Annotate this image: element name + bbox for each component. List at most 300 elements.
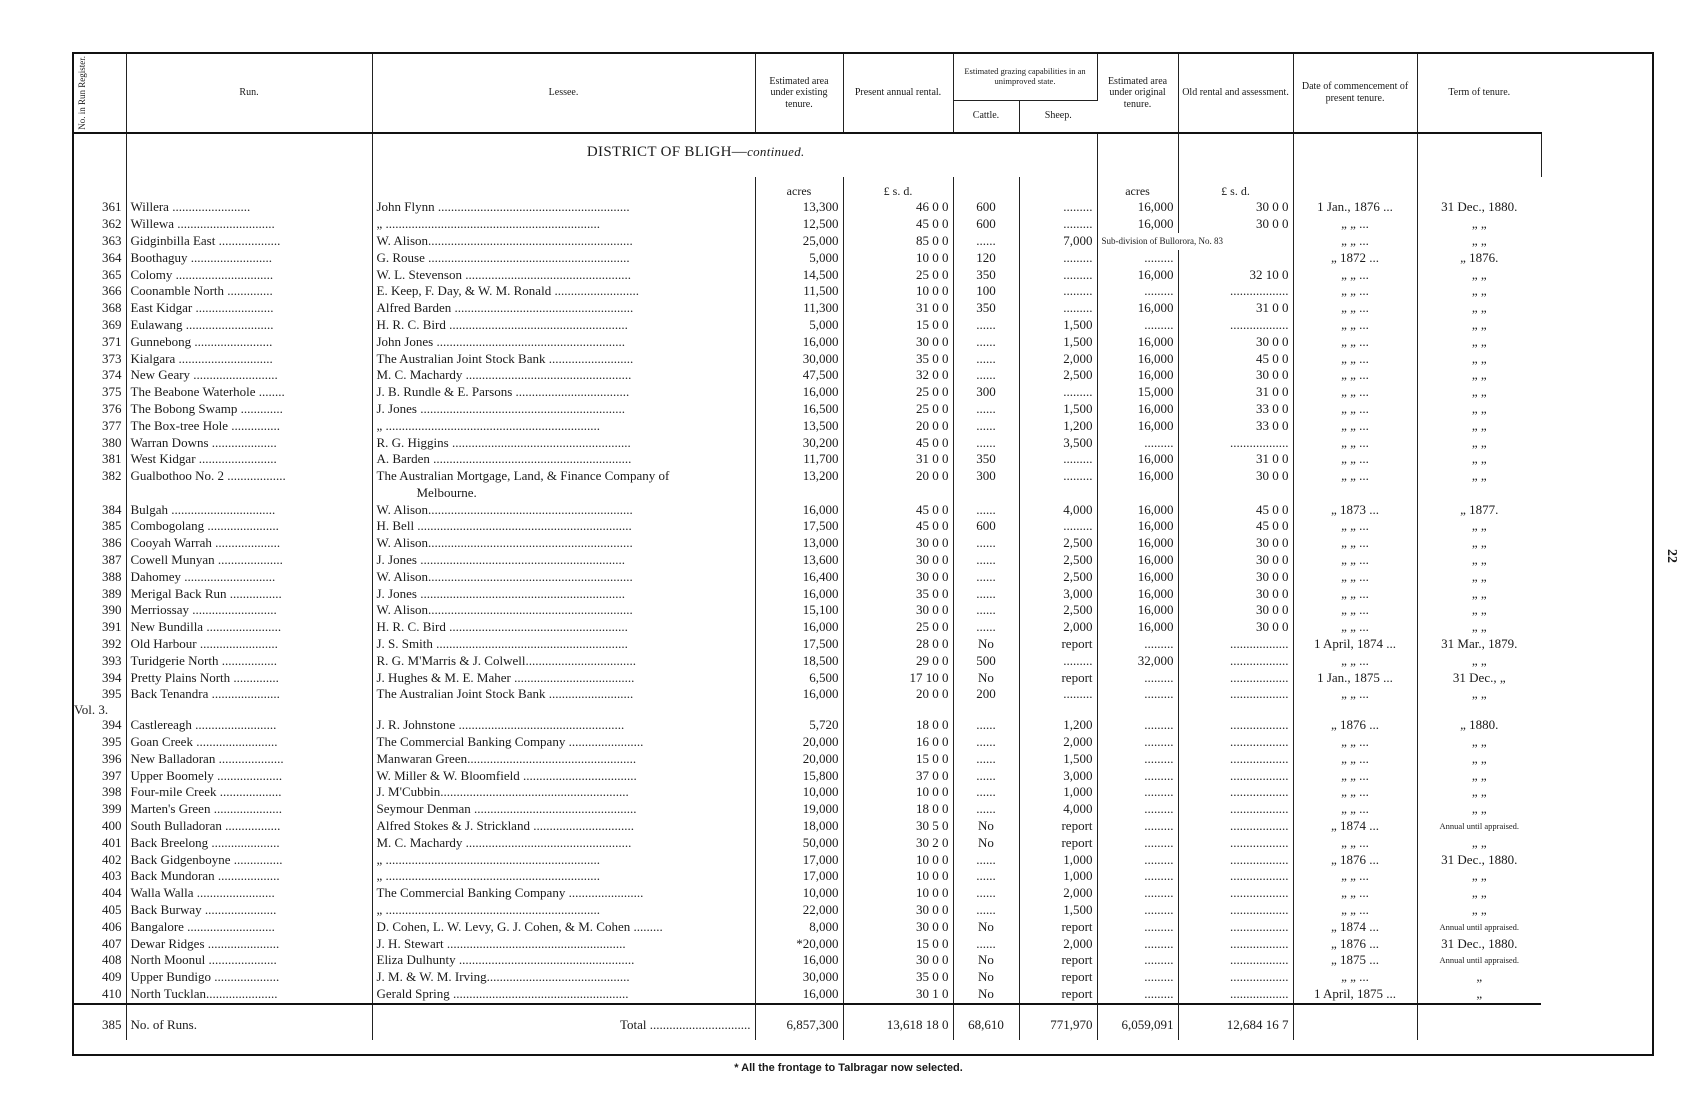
old-rental: 30 0 0 bbox=[1178, 468, 1293, 502]
orig-area: ......... bbox=[1097, 717, 1178, 734]
cattle-capacity: No bbox=[953, 919, 1019, 936]
tenure-term: „ 1876. bbox=[1460, 249, 1499, 265]
commencement-date: „ „ ... bbox=[1293, 751, 1417, 768]
page-number: 22 bbox=[1664, 549, 1679, 563]
cattle-capacity: 600 bbox=[953, 216, 1019, 233]
old-rental: 30 0 0 bbox=[1178, 334, 1293, 351]
run-number: 399 bbox=[74, 801, 126, 818]
run-number: 397 bbox=[74, 768, 126, 785]
tenure-term: 31 Dec., 1880. bbox=[1441, 199, 1518, 215]
run-number: 403 bbox=[74, 868, 126, 885]
area-existing: 17,000 bbox=[755, 868, 843, 885]
area-existing: 16,400 bbox=[755, 569, 843, 586]
run-number: 404 bbox=[74, 885, 126, 902]
old-rental: 45 0 0 bbox=[1178, 502, 1293, 519]
cattle-capacity: ...... bbox=[953, 768, 1019, 785]
commencement-date: „ „ ... bbox=[1293, 835, 1417, 852]
run-name: South Bulladoran ................. bbox=[126, 818, 372, 835]
orig-area: 16,000 bbox=[1097, 367, 1178, 384]
commencement-date: „ „ ... bbox=[1293, 317, 1417, 334]
orig-area: 16,000 bbox=[1097, 300, 1178, 317]
commencement-date: „ „ ... bbox=[1293, 801, 1417, 818]
tenure-term: Annual until appraised. bbox=[1439, 955, 1520, 966]
area-existing: 13,600 bbox=[755, 552, 843, 569]
commencement-date: „ „ ... bbox=[1293, 619, 1417, 636]
orig-area: ......... bbox=[1097, 852, 1178, 869]
tenure-term: „ „ bbox=[1471, 568, 1487, 584]
lessee-name: John Jones .......................................................... bbox=[372, 334, 755, 351]
empty-cell bbox=[1417, 1004, 1541, 1040]
orig-area: 16,000 bbox=[1097, 451, 1178, 468]
old-rental: .................. bbox=[1178, 818, 1293, 835]
empty-cell bbox=[1178, 703, 1293, 717]
table-row bbox=[74, 969, 1656, 986]
tenure-term: „ „ bbox=[1471, 784, 1487, 800]
sheep-capacity: 1,500 bbox=[1019, 401, 1097, 418]
run-name: Colomy .............................. bbox=[126, 267, 372, 284]
orig-area: ......... bbox=[1097, 801, 1178, 818]
area-existing: 10,000 bbox=[755, 885, 843, 902]
table-row bbox=[74, 835, 1656, 852]
commencement-date: 1 Jan., 1875 ... bbox=[1293, 670, 1417, 687]
area-existing: 20,000 bbox=[755, 751, 843, 768]
annual-rental: 25 0 0 bbox=[843, 267, 953, 284]
cattle-capacity: ...... bbox=[953, 351, 1019, 368]
area-existing: 19,000 bbox=[755, 801, 843, 818]
table-row bbox=[74, 686, 1656, 703]
annual-rental: 35 0 0 bbox=[843, 586, 953, 603]
old-rental: 32 10 0 bbox=[1178, 267, 1293, 284]
old-rental: 45 0 0 bbox=[1178, 518, 1293, 535]
table-row bbox=[74, 653, 1656, 670]
old-rental: 31 0 0 bbox=[1178, 451, 1293, 468]
old-rental: .................. bbox=[1178, 936, 1293, 953]
old-rental: .................. bbox=[1178, 784, 1293, 801]
orig-area: 16,000 bbox=[1097, 216, 1178, 233]
old-rental: 30 0 0 bbox=[1178, 199, 1293, 216]
run-number: 385 bbox=[74, 518, 126, 535]
cattle-capacity: ...... bbox=[953, 868, 1019, 885]
sheep-capacity: 2,000 bbox=[1019, 351, 1097, 368]
col-rental-header: Present annual rental. bbox=[843, 54, 953, 133]
table-row bbox=[74, 283, 1656, 300]
lessee-name: J. M'Cubbin.......................................................... bbox=[372, 784, 755, 801]
annual-rental: 45 0 0 bbox=[843, 518, 953, 535]
annual-rental: 28 0 0 bbox=[843, 636, 953, 653]
annual-rental: 32 0 0 bbox=[843, 367, 953, 384]
annual-rental: 10 0 0 bbox=[843, 852, 953, 869]
area-existing: 11,300 bbox=[755, 300, 843, 317]
run-number: 406 bbox=[74, 919, 126, 936]
sheep-capacity: 3,000 bbox=[1019, 586, 1097, 603]
old-rental: 30 0 0 bbox=[1178, 586, 1293, 603]
commencement-date: „ „ ... bbox=[1293, 784, 1417, 801]
area-existing: 16,000 bbox=[755, 586, 843, 603]
run-name: Back Burway ...................... bbox=[126, 902, 372, 919]
lessee-name: J. S. Smith ........................................................... bbox=[372, 636, 755, 653]
sheep-capacity: ......... bbox=[1019, 300, 1097, 317]
old-rental-unit: £ s. d. bbox=[1178, 177, 1293, 200]
tenure-term: „ „ bbox=[1471, 333, 1487, 349]
annual-rental: 45 0 0 bbox=[843, 502, 953, 519]
lessee-name: M. C. Machardy ................................................... bbox=[372, 835, 755, 852]
run-name: Back Tenandra ..................... bbox=[126, 686, 372, 703]
area-existing: 5,000 bbox=[755, 250, 843, 267]
tenure-term: „ „ bbox=[1471, 300, 1487, 316]
table-row bbox=[74, 636, 1656, 653]
sheep-capacity: 2,500 bbox=[1019, 602, 1097, 619]
sheep-capacity: 2,000 bbox=[1019, 734, 1097, 751]
run-number: 388 bbox=[74, 569, 126, 586]
cattle-capacity: ...... bbox=[953, 852, 1019, 869]
total-old-rental: 12,684 16 7 bbox=[1178, 1004, 1293, 1040]
run-number: 395 bbox=[74, 734, 126, 751]
total-rental: 13,618 18 0 bbox=[843, 1004, 953, 1040]
tenure-term: „ „ bbox=[1471, 619, 1487, 635]
orig-area: ......... bbox=[1097, 902, 1178, 919]
sheep-capacity: ......... bbox=[1019, 451, 1097, 468]
old-rental: .................. bbox=[1178, 885, 1293, 902]
commencement-date: „ „ ... bbox=[1293, 300, 1417, 317]
area-existing: 15,100 bbox=[755, 602, 843, 619]
commencement-date: „ „ ... bbox=[1293, 569, 1417, 586]
area-existing: 16,000 bbox=[755, 619, 843, 636]
lessee-name: Manwaran Green.................................................... bbox=[372, 751, 755, 768]
area-existing: 16,000 bbox=[755, 384, 843, 401]
lessee-name: R. G. Higgins ....................................................... bbox=[372, 435, 755, 452]
old-rental: .................. bbox=[1178, 636, 1293, 653]
cattle-capacity: 350 bbox=[953, 451, 1019, 468]
commencement-date: „ „ ... bbox=[1293, 552, 1417, 569]
old-rental: .................. bbox=[1178, 435, 1293, 452]
table-row bbox=[74, 936, 1656, 953]
table-row bbox=[74, 670, 1656, 687]
lessee-name: Seymour Denman .................................................. bbox=[372, 801, 755, 818]
table-row bbox=[74, 868, 1656, 885]
annual-rental: 18 0 0 bbox=[843, 717, 953, 734]
area-existing: 17,500 bbox=[755, 636, 843, 653]
area-existing: 13,500 bbox=[755, 418, 843, 435]
lessee-name: J. M. & W. M. Irving............................................ bbox=[372, 969, 755, 986]
run-name: Eulawang ........................... bbox=[126, 317, 372, 334]
cattle-capacity: ...... bbox=[953, 502, 1019, 519]
total-run-count: 385 bbox=[74, 1004, 126, 1040]
run-name: The Box-tree Hole ............... bbox=[126, 418, 372, 435]
run-number: 398 bbox=[74, 784, 126, 801]
old-rental: .................. bbox=[1178, 969, 1293, 986]
run-name: Goan Creek ......................... bbox=[126, 734, 372, 751]
register-table-frame bbox=[72, 52, 1654, 1056]
total-cattle: 68,610 bbox=[953, 1004, 1019, 1040]
run-name: Kialgara ............................. bbox=[126, 351, 372, 368]
run-number: 395 bbox=[74, 686, 126, 703]
area-existing: 10,000 bbox=[755, 784, 843, 801]
lessee-name: „ .................................................................. bbox=[372, 852, 755, 869]
cattle-capacity: ...... bbox=[953, 334, 1019, 351]
orig-area: 16,000 bbox=[1097, 586, 1178, 603]
run-name: Gualbothoo No. 2 .................. bbox=[126, 468, 372, 502]
old-rental: .................. bbox=[1178, 986, 1293, 1004]
annual-rental: 10 0 0 bbox=[843, 868, 953, 885]
run-number: 376 bbox=[74, 401, 126, 418]
table-row bbox=[74, 250, 1656, 267]
sheep-capacity: report bbox=[1019, 670, 1097, 687]
sheep-capacity: report bbox=[1019, 986, 1097, 1004]
run-number: 407 bbox=[74, 936, 126, 953]
run-name: Bangalore ........................... bbox=[126, 919, 372, 936]
table-row bbox=[74, 233, 1656, 250]
total-area: 6,857,300 bbox=[755, 1004, 843, 1040]
sheep-capacity: ......... bbox=[1019, 686, 1097, 703]
header-row bbox=[74, 54, 1656, 100]
cattle-capacity: ...... bbox=[953, 619, 1019, 636]
run-number: 394 bbox=[74, 717, 126, 734]
lessee-name: W. L. Stevenson ................................................... bbox=[372, 267, 755, 284]
run-number: 377 bbox=[74, 418, 126, 435]
run-name: The Beabone Waterhole ........ bbox=[126, 384, 372, 401]
orig-area: ......... bbox=[1097, 969, 1178, 986]
run-name: Bulgah ................................ bbox=[126, 502, 372, 519]
lessee-name: „ .................................................................. bbox=[372, 418, 755, 435]
tenure-term: „ „ bbox=[1471, 801, 1487, 817]
orig-area: ......... bbox=[1097, 734, 1178, 751]
commencement-date: „ „ ... bbox=[1293, 435, 1417, 452]
run-number: 374 bbox=[74, 367, 126, 384]
commencement-date: „ 1873 ... bbox=[1293, 502, 1417, 519]
annual-rental: 30 0 0 bbox=[843, 569, 953, 586]
run-name: North Moonul ..................... bbox=[126, 952, 372, 969]
tenure-term: „ „ bbox=[1471, 750, 1487, 766]
annual-rental: 30 0 0 bbox=[843, 535, 953, 552]
lessee-name: W. Alison............................................................... bbox=[372, 569, 755, 586]
cattle-capacity: ...... bbox=[953, 751, 1019, 768]
lessee-name: H. R. C. Bird ....................................................... bbox=[372, 619, 755, 636]
annual-rental: 25 0 0 bbox=[843, 619, 953, 636]
total-row bbox=[74, 1004, 1656, 1040]
table-row bbox=[74, 199, 1656, 216]
cattle-capacity: ...... bbox=[953, 552, 1019, 569]
col-date-header: Date of commencement of present tenure. bbox=[1293, 54, 1417, 133]
lessee-name: The Australian Joint Stock Bank .......................... bbox=[372, 351, 755, 368]
annual-rental: 30 0 0 bbox=[843, 919, 953, 936]
sheep-capacity: 2,000 bbox=[1019, 885, 1097, 902]
empty-cell bbox=[1097, 703, 1178, 717]
cattle-capacity: No bbox=[953, 835, 1019, 852]
old-rental: .................. bbox=[1178, 653, 1293, 670]
sheep-capacity: 1,500 bbox=[1019, 902, 1097, 919]
volume-marker-row bbox=[74, 703, 1656, 717]
orig-area: 16,000 bbox=[1097, 535, 1178, 552]
commencement-date: „ „ ... bbox=[1293, 768, 1417, 785]
tenure-term: „ „ bbox=[1471, 216, 1487, 232]
cattle-capacity: 600 bbox=[953, 199, 1019, 216]
sheep-capacity: ......... bbox=[1019, 468, 1097, 502]
lessee-name: A. Barden ............................................................. bbox=[372, 451, 755, 468]
lessee-name: W. Alison............................................................... bbox=[372, 535, 755, 552]
old-rental: 30 0 0 bbox=[1178, 535, 1293, 552]
old-rental: .................. bbox=[1178, 852, 1293, 869]
commencement-date: „ „ ... bbox=[1293, 468, 1417, 502]
commencement-date: „ „ ... bbox=[1293, 367, 1417, 384]
old-rental: .................. bbox=[1178, 919, 1293, 936]
run-name: Walla Walla ........................ bbox=[126, 885, 372, 902]
sheep-capacity: 2,000 bbox=[1019, 619, 1097, 636]
old-rental: .................. bbox=[1178, 734, 1293, 751]
tenure-term: „ „ bbox=[1471, 417, 1487, 433]
run-name: Merigal Back Run ................ bbox=[126, 586, 372, 603]
commencement-date: „ „ ... bbox=[1293, 401, 1417, 418]
commencement-date: „ „ ... bbox=[1293, 334, 1417, 351]
annual-rental: 10 0 0 bbox=[843, 250, 953, 267]
tenure-term: „ „ bbox=[1471, 316, 1487, 332]
run-name: Warran Downs .................... bbox=[126, 435, 372, 452]
area-existing: 5,000 bbox=[755, 317, 843, 334]
table-row bbox=[74, 401, 1656, 418]
cattle-capacity: ...... bbox=[953, 936, 1019, 953]
run-number: 380 bbox=[74, 435, 126, 452]
run-number: 396 bbox=[74, 751, 126, 768]
old-rental: .................. bbox=[1178, 768, 1293, 785]
table-row bbox=[74, 919, 1656, 936]
orig-area: 16,000 bbox=[1097, 518, 1178, 535]
cattle-capacity: 500 bbox=[953, 653, 1019, 670]
area-existing: 20,000 bbox=[755, 734, 843, 751]
sheep-capacity: report bbox=[1019, 835, 1097, 852]
annual-rental: 35 0 0 bbox=[843, 969, 953, 986]
area-existing: 17,000 bbox=[755, 852, 843, 869]
run-name: Cooyah Warrah .................... bbox=[126, 535, 372, 552]
lessee-name: Gerald Spring ...................................................... bbox=[372, 986, 755, 1004]
table-row bbox=[74, 367, 1656, 384]
cattle-capacity: ...... bbox=[953, 801, 1019, 818]
orig-area: ......... bbox=[1097, 919, 1178, 936]
lessee-name: M. C. Machardy ................................................... bbox=[372, 367, 755, 384]
commencement-date: „ „ ... bbox=[1293, 384, 1417, 401]
cattle-capacity: ...... bbox=[953, 367, 1019, 384]
run-number: 386 bbox=[74, 535, 126, 552]
footnote: * All the frontage to Talbragar now selected. bbox=[734, 1062, 963, 1074]
tenure-term: „ „ bbox=[1471, 451, 1487, 467]
table-row bbox=[74, 518, 1656, 535]
orig-area: ......... bbox=[1097, 435, 1178, 452]
run-name: Four-mile Creek ................... bbox=[126, 784, 372, 801]
lessee-name: J. Hughes & M. E. Maher ..................................... bbox=[372, 670, 755, 687]
run-number: 369 bbox=[74, 317, 126, 334]
sheep-capacity: 2,500 bbox=[1019, 535, 1097, 552]
old-rental: .................. bbox=[1178, 751, 1293, 768]
table-row bbox=[74, 602, 1656, 619]
commencement-date: „ 1876 ... bbox=[1293, 717, 1417, 734]
sheep-capacity: report bbox=[1019, 969, 1097, 986]
tenure-term: „ 1877. bbox=[1460, 501, 1499, 517]
annual-rental: 31 0 0 bbox=[843, 451, 953, 468]
commencement-date: „ „ ... bbox=[1293, 868, 1417, 885]
run-number: 402 bbox=[74, 852, 126, 869]
sheep-capacity: 1,500 bbox=[1019, 317, 1097, 334]
tenure-term: Annual until appraised. bbox=[1439, 821, 1520, 832]
empty-cell bbox=[1293, 703, 1417, 717]
run-number: 381 bbox=[74, 451, 126, 468]
tenure-term: „ „ bbox=[1471, 652, 1487, 668]
old-rental: .................. bbox=[1178, 283, 1293, 300]
commencement-date: „ „ ... bbox=[1293, 283, 1417, 300]
tenure-term: „ „ bbox=[1471, 468, 1487, 484]
lessee-name: „ .................................................................. bbox=[372, 902, 755, 919]
lessee-name: The Commercial Banking Company ....................... bbox=[372, 885, 755, 902]
old-rental: 33 0 0 bbox=[1178, 418, 1293, 435]
run-number: 409 bbox=[74, 969, 126, 986]
orig-area: ......... bbox=[1097, 835, 1178, 852]
tenure-term: „ 1880. bbox=[1460, 717, 1499, 733]
tenure-term: „ bbox=[1476, 986, 1483, 1001]
area-existing: 13,300 bbox=[755, 199, 843, 216]
old-rental: .................. bbox=[1178, 317, 1293, 334]
orig-area: 16,000 bbox=[1097, 351, 1178, 368]
run-number: 405 bbox=[74, 902, 126, 919]
old-rental: 30 0 0 bbox=[1178, 552, 1293, 569]
tenure-term: „ „ bbox=[1471, 350, 1487, 366]
col-sheep-header: Sheep. bbox=[1019, 100, 1097, 133]
run-name: Willera ........................ bbox=[126, 199, 372, 216]
col-run-header: Run. bbox=[126, 54, 372, 133]
cattle-capacity: No bbox=[953, 818, 1019, 835]
area-existing: 11,500 bbox=[755, 283, 843, 300]
commencement-date: „ „ ... bbox=[1293, 885, 1417, 902]
run-number: 392 bbox=[74, 636, 126, 653]
sheep-capacity: ......... bbox=[1019, 250, 1097, 267]
area-unit: acres bbox=[755, 177, 843, 200]
cattle-capacity: ...... bbox=[953, 233, 1019, 250]
cattle-capacity: ...... bbox=[953, 435, 1019, 452]
sheep-capacity: report bbox=[1019, 636, 1097, 653]
table-row bbox=[74, 818, 1656, 835]
old-rental: .................. bbox=[1178, 835, 1293, 852]
run-number: 384 bbox=[74, 502, 126, 519]
table-row bbox=[74, 586, 1656, 603]
old-rental: .................. bbox=[1178, 801, 1293, 818]
run-name: Gunnebong ........................ bbox=[126, 334, 372, 351]
old-rental: .................. bbox=[1178, 670, 1293, 687]
run-name: Gidginbilla East ................... bbox=[126, 233, 372, 250]
orig-area: ......... bbox=[1097, 936, 1178, 953]
lessee-name: H. R. C. Bird ....................................................... bbox=[372, 317, 755, 334]
orig-area: ......... bbox=[1097, 986, 1178, 1004]
sheep-capacity: 2,000 bbox=[1019, 936, 1097, 953]
run-number: 400 bbox=[74, 818, 126, 835]
tenure-term: 31 Dec., 1880. bbox=[1441, 851, 1518, 867]
table-row bbox=[74, 502, 1656, 519]
commencement-date: 1 April, 1874 ... bbox=[1293, 636, 1417, 653]
cattle-capacity: No bbox=[953, 969, 1019, 986]
run-number: 393 bbox=[74, 653, 126, 670]
table-row bbox=[74, 468, 1656, 502]
annual-rental: 25 0 0 bbox=[843, 401, 953, 418]
orig-area: ......... bbox=[1097, 952, 1178, 969]
lessee-name: W. Alison............................................................... bbox=[372, 233, 755, 250]
cattle-capacity: No bbox=[953, 636, 1019, 653]
sheep-capacity: 1,200 bbox=[1019, 418, 1097, 435]
lessee-line-2: Melbourne. bbox=[416, 484, 477, 500]
table-row bbox=[74, 751, 1656, 768]
cattle-capacity: 300 bbox=[953, 384, 1019, 401]
old-rental: 30 0 0 bbox=[1178, 216, 1293, 233]
district-row bbox=[74, 133, 1656, 177]
run-name: Back Gidgenboyne ............... bbox=[126, 852, 372, 869]
annual-rental: 10 0 0 bbox=[843, 885, 953, 902]
area-existing: 17,500 bbox=[755, 518, 843, 535]
table-row bbox=[74, 317, 1656, 334]
annual-rental: 30 5 0 bbox=[843, 818, 953, 835]
